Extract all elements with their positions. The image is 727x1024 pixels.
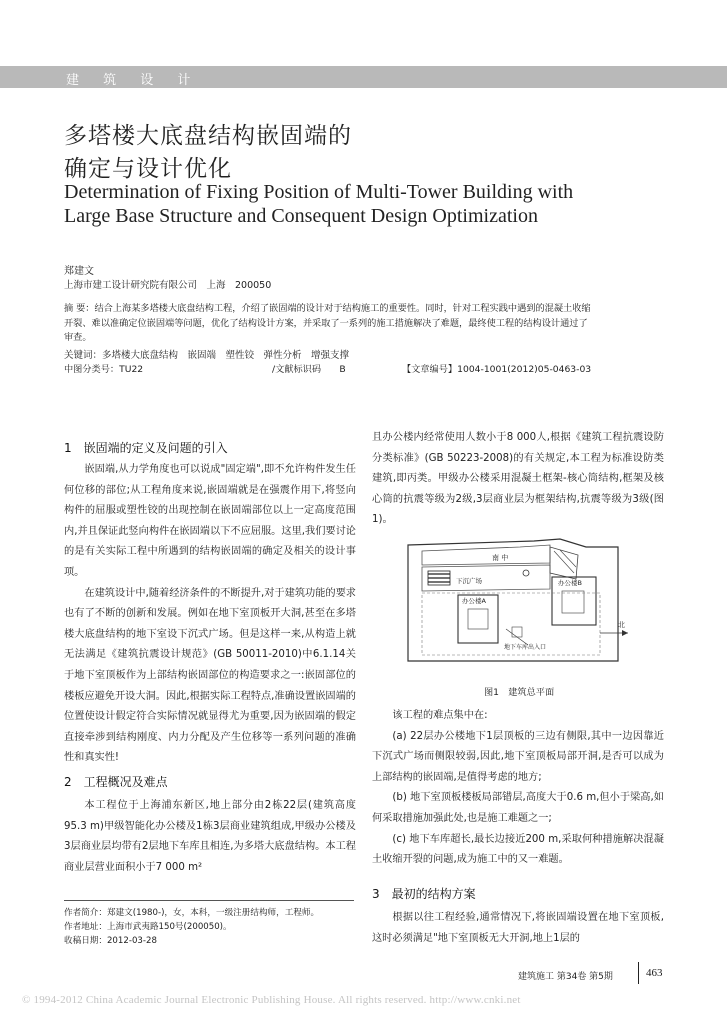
paragraph: 该工程的难点集中在: — [392, 710, 488, 721]
site-plan-drawing — [400, 533, 632, 678]
label-south: 南 中 — [492, 554, 509, 562]
paragraph: 根据以往工程经验,通常情况下,将嵌固端设置在地下室顶板,这时必须满足"地下室顶板无大开洞,地上1层的 — [372, 912, 664, 944]
section-3-title: 3 最初的结构方案 — [372, 887, 476, 901]
received-date: 收稿日期：2012-03-28 — [64, 936, 157, 946]
section-banner — [0, 66, 727, 88]
label-plaza: 下沉广场 — [456, 577, 482, 585]
banner-label: 建 筑 设 计 — [66, 73, 201, 88]
abstract: 摘 要：结合上海某多塔楼大底盘结构工程，介绍了嵌固端的设计对于结构施工的重要性。同时，针对工程实践中遇到的混凝土收缩开裂、难以准确定位嵌固端等问题，优化了结构设计方案，并采取了一系列的施工措施解决了难题，最终使工程的结构设计通过了审查。 — [64, 303, 591, 343]
right-column-difficulties — [372, 706, 664, 871]
author-bio: 作者简介：郑建文(1980-)，女，本科，一级注册结构师，工程师。 — [64, 908, 320, 918]
title-zh-line2: 确定与设计优化 — [64, 156, 232, 182]
road — [422, 545, 550, 565]
figure-caption: 图1 建筑总平面 — [484, 687, 555, 698]
author-affiliation: 上海市建工设计研究院有限公司 上海 200050 — [64, 280, 272, 291]
label-ramp: 地下车库出入口 — [504, 644, 547, 651]
author-address: 作者地址：上海市武夷路150号(200050)。 — [64, 922, 232, 932]
title-zh-line1: 多塔楼大底盘结构嵌固端的 — [64, 123, 352, 149]
marker-circle — [523, 570, 529, 576]
paragraph: 在建筑设计中,随着经济条件的不断提升,对于建筑功能的要求也有了不断的创新和发展。例如在地下室顶板开大洞,甚至在多塔楼大底盘结构的地下室设下沉式广场。但是这样一来,从构造上就无法满足《建筑抗震设计规范》(GB 50011-2010)中6.1.14关于地下室顶板作为上部结构嵌固部位的构造要求之一:嵌固部位的楼板应避免开设大洞。因此,根据实际工程特点,准确设置嵌固端的位置使设计假定符合实际情况就显得尤为重要,因为嵌固端的假定直接牵涉到结构刚度、内力分配及产生位移等一系列问题的准确性和真实性! — [64, 587, 356, 764]
author-name: 郑建文 — [64, 266, 94, 277]
clc-number: 中图分类号：TU22 — [64, 364, 144, 375]
site-boundary — [408, 539, 618, 661]
section-1-title: 1 嵌固端的定义及问题的引入 — [64, 441, 228, 455]
paragraph: 本工程位于上海浦东新区,地上部分由2栋22层(建筑高度95.3 m)甲级智能化办公楼及1栋3层商业建筑组成,甲级办公楼及3层商业层均带有2层地下车库且相连,为多塔大底盘结构。本工程商业层营业面积小于7 000 m² — [64, 800, 356, 873]
paragraph: (b) 地下室顶板楼板局部错层,高度大于0.6 m,但小于梁高,如何采取措施加强此处,也是施工难题之一; — [372, 792, 664, 824]
section-2-title: 2 工程概况及难点 — [64, 775, 168, 789]
core-a — [468, 609, 488, 629]
ramp-pointer — [506, 629, 528, 645]
right-column-intro — [372, 428, 664, 531]
footer-divider — [638, 962, 639, 984]
paragraph: 且办公楼内经常使用人数小于8 000人,根据《建筑工程抗震设防分类标准》(GB 50223-2008)的有关规定,本工程为标准设防类建筑,即丙类。甲级办公楼采用混凝土框架-核心筒结构,框架及核心筒的抗震等级为2级,3层商业层为框架结构,抗震等级为3级(图1)。 — [372, 432, 664, 526]
label-office-b: 办公楼B — [558, 579, 582, 587]
copyright-notice: © 1994-2012 China Academic Journal Electronic Publishing House. All rights reserved. http://www.cnki.net — [22, 994, 521, 1006]
paragraph: 嵌固端,从力学角度也可以说成"固定端",即不允许构件发生任何位移的部位;从工程角度来说,嵌固端就是在强震作用下,将竖向构件的屈服或塑性铰的出现控制在嵌固端部位以上一定高度范围内,并且保证此竖向构件在嵌固端以下不应屈服。这里,我们要讨论的是有关实际工程中所遇到的结构嵌固端的确定及相关的设计事项。 — [64, 464, 356, 578]
hatched-block — [428, 571, 450, 585]
article-number: 【文章编号】1004-1001(2012)05-0463-03 — [402, 364, 592, 375]
paragraph: (a) 22层办公楼地下1层顶板的三边有侧限,其中一边因靠近下沉式广场而侧限较弱,因此,地下室顶板局部开洞,是否可以成为上部结构的嵌固端,是值得考虑的地方; — [372, 730, 664, 783]
section-3-body — [372, 908, 664, 949]
paragraph: (c) 地下车库超长,最长边接近200 m,采取何种措施解决混凝土收缩开裂的问题,成为施工中的又一难题。 — [372, 833, 664, 866]
label-north: 北 — [618, 621, 625, 629]
feature-box — [512, 627, 522, 637]
title-en-line2: Large Base Structure and Consequent Design Optimization — [64, 205, 538, 227]
site-plan-figure — [400, 533, 632, 678]
footnote-rule — [64, 900, 354, 901]
section-2-body — [64, 796, 356, 878]
keywords: 关键词：多塔楼大底盘结构 嵌固端 塑性铰 弹性分析 增强支撑 — [64, 350, 350, 361]
journal-name: 建筑施工 第34卷 第5期 — [518, 972, 613, 982]
label-office-a: 办公楼A — [462, 597, 486, 605]
north-arrowhead — [622, 630, 628, 636]
title-en-line1: Determination of Fixing Position of Multi-Tower Building with — [64, 181, 574, 203]
footnotes — [64, 906, 364, 948]
document-code: /文献标识码 B — [272, 364, 346, 375]
diagonal-ramp — [550, 547, 578, 579]
page-number: 463 — [646, 967, 663, 979]
core-b — [562, 591, 584, 613]
section-1-body — [64, 460, 356, 769]
